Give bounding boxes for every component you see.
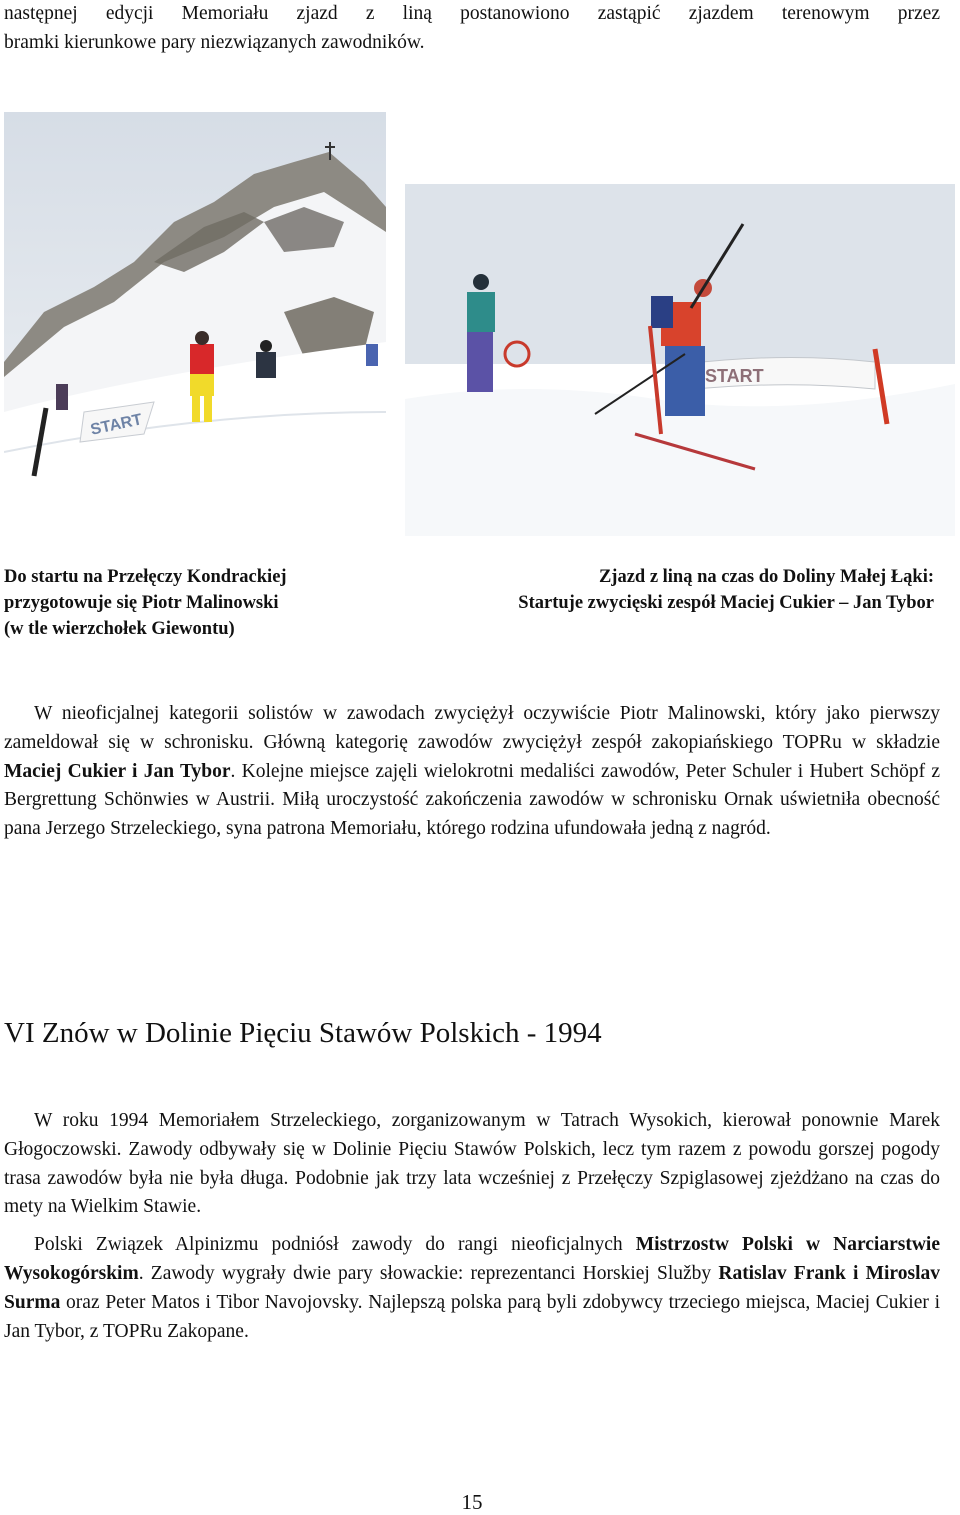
intro-line-1: następnej edycji Memoriału zjazd z liną postanowiono zastąpić zjazdem terenowym przez <box>4 3 940 24</box>
photo-kondracka-start-image <box>4 112 386 536</box>
page-number: 15 <box>461 1490 483 1514</box>
caption-left-line-1: Do startu na Przełęczy Kondrackiej <box>4 567 287 587</box>
section-championship-name: Mistrzostw Polski w Narciarstwie Wysokogórskim <box>4 1234 940 1284</box>
left-start-sign: START <box>89 411 144 439</box>
caption-left-line-3: (w tle wierzchołek Giewontu) <box>4 619 235 639</box>
results-text-2: . Kolejne miejsce zajęli wielokrotni medaliści zawodów, Peter Schuler i Hubert Schöpf z Bergrettung Schönwies w Austrii. Miłą uroczystość zakończenia zawodów w schronisku Ornak uświetniła obecność pana Jerzego Strzeleckiego, syna patrona Memoriału, którego rodzina ufundowała jedną z nagród. <box>4 760 940 840</box>
section-body <box>4 1107 940 1346</box>
photo-kondracka-start <box>4 112 386 536</box>
intro-line-2: bramki kierunkowe pary niezwiązanych zawodników. <box>4 31 425 53</box>
results-winners: Maciej Cukier i Jan Tybor <box>4 760 231 782</box>
results-paragraph <box>4 700 940 844</box>
section-paragraph-1: W roku 1994 Memoriałem Strzeleckiego, zorganizowanym w Tatrach Wysokich, kierował ponownie Marek Głogoczowski. Zawody odbywały się w Dolinie Pięciu Stawów Polskich, lecz tym razem z powodu gorszej pogody trasa zawodów była nie była długa. Podobnie jak trzy lata wcześniej z Przełęczy Szpiglasowej zjeżdżano na czas do mety na Wielkim Stawie. <box>4 1110 940 1218</box>
section-paragraph-2-text-3: oraz Peter Matos i Tibor Navojovsky. Najlepszą polska parą byli zdobywcy trzeciego miejsca, Maciej Cukier i Jan Tybor, z TOPRu Zakopane. <box>4 1291 940 1342</box>
results-text-1: W nieoficjalnej kategorii solistów w zawodach zwyciężył oczywiście Piotr Malinowski, który jako pierwszy zameldował się w schronisku. Główną kategorię zawodów zwyciężył zespół zakopiańskiego TOPRu w składzie <box>4 703 940 753</box>
section-winners: Ratislav Frank i Miroslav Surma <box>4 1262 940 1313</box>
photo-rope-descent-image <box>405 184 955 536</box>
photo-rope-descent <box>405 184 955 536</box>
caption-left <box>4 564 354 642</box>
section-paragraph-2 <box>4 1231 940 1346</box>
caption-right-line-2: Startuje zwycięski zespół Maciej Cukier – Jan Tybor <box>518 593 934 613</box>
section-paragraph-2-text-1: Polski Związek Alpinizmu podniósł zawody do rangi nieoficjalnych <box>34 1234 636 1256</box>
right-start-banner: START <box>705 366 764 386</box>
section-heading: VI Znów w Dolinie Pięciu Stawów Polskich - 1994 <box>4 1017 602 1049</box>
caption-right-line-1: Zjazd z liną na czas do Doliny Małej Łąki: <box>598 567 934 587</box>
section-paragraph-2-text-2: . Zawody wygrały dwie pary słowackie: reprezentanci Horskiej Služby <box>138 1262 719 1284</box>
caption-right <box>400 564 934 616</box>
caption-left-line-2: przygotowuje się Piotr Malinowski <box>4 593 279 613</box>
intro-text <box>4 0 940 58</box>
